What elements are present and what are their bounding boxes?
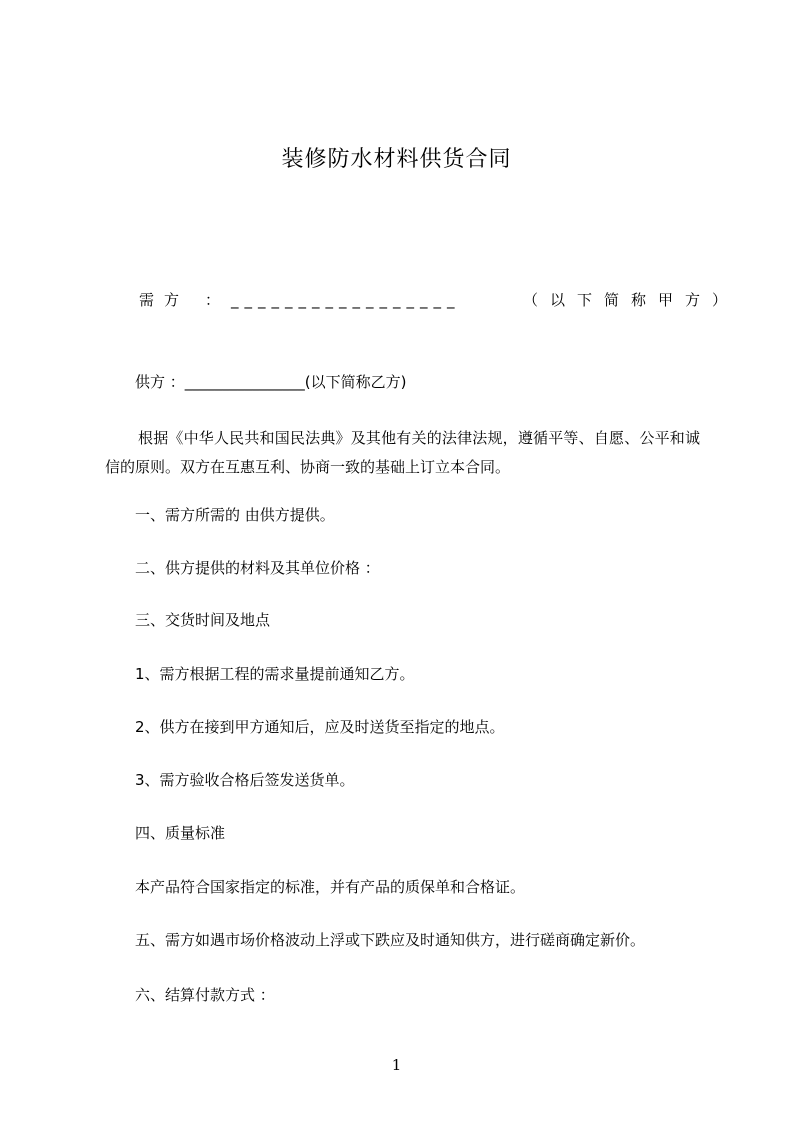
clause-3-item-2: 2、供方在接到甲方通知后，应及时送货至指定的地点。 bbox=[135, 718, 505, 736]
page-number: 1 bbox=[391, 1056, 402, 1074]
clause-5: 五、需方如遇市场价格波动上浮或下跌应及时通知供方，进行磋商确定新价。 bbox=[135, 931, 646, 949]
party-a-suffix: （以下简称甲方） bbox=[523, 291, 740, 309]
clause-2: 二、供方提供的材料及其单位价格 ： bbox=[135, 559, 380, 577]
clause-3: 三、交货时间及地点 bbox=[135, 611, 271, 629]
party-a-colon: ： bbox=[205, 291, 221, 309]
clause-4-text: 本产品符合国家指定的标准，并有产品的质保单和合格证。 bbox=[135, 878, 526, 896]
party-a-blank: _________________ bbox=[231, 291, 461, 309]
clause-1: 一、需方所需的 由供方提供。 bbox=[135, 506, 335, 524]
party-b-line: 供方 ：________________(以下简称乙方) bbox=[135, 373, 407, 391]
party-a-label: 需方 bbox=[139, 291, 190, 309]
clause-6: 六、结算付款方式 ： bbox=[135, 986, 275, 1004]
clause-3-item-3: 3、需方验收合格后签发送货单。 bbox=[135, 771, 355, 789]
document-title: 装修防水材料供货合同 bbox=[281, 147, 512, 172]
clause-3-item-1: 1、需方根据工程的需求量提前通知乙方。 bbox=[135, 665, 415, 683]
intro-paragraph: 根据《中华人民共和国民法典》及其他有关的法律法规，遵循平等、自愿、公平和诚信的原则。双方在互惠互利、协商一致的基础上订立本合同。 bbox=[105, 429, 700, 476]
clause-4: 四、质量标准 bbox=[135, 824, 226, 842]
